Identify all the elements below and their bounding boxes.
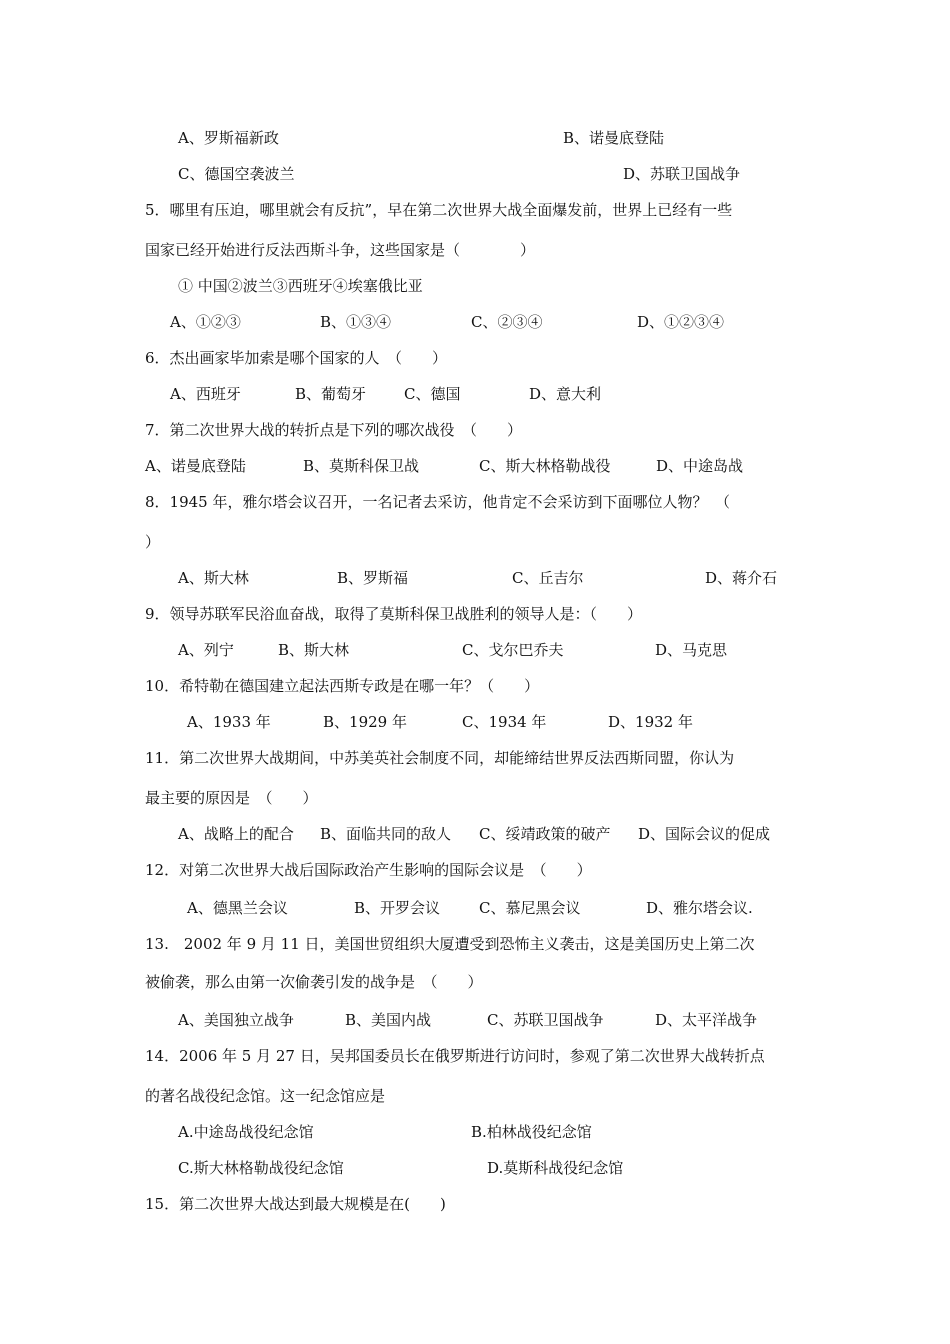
q10-option-c: C、1934 年 [462, 713, 547, 731]
q6-stem: 6．杰出画家毕加索是哪个国家的人 （ ） [145, 349, 448, 367]
q13-option-b: B、美国内战 [345, 1011, 432, 1029]
q8-option-b: B、罗斯福 [337, 569, 409, 587]
q6-option-c: C、德国 [404, 385, 461, 403]
q12-option-d: D、雅尔塔会议. [646, 899, 753, 917]
q8-stem-line2: ） [145, 533, 161, 551]
q4-option-a: A、罗斯福新政 [178, 129, 279, 147]
q11-stem-line1: 11．第二次世界大战期间，中苏美英社会制度不同，却能缔结世界反法西斯同盟，你认为 [145, 749, 735, 767]
q4-option-b: B、诺曼底登陆 [563, 129, 665, 147]
q5-option-c: C、②③④ [471, 313, 543, 331]
q7-stem: 7．第二次世界大战的转折点是下列的哪次战役 （ ） [145, 421, 523, 439]
q14-option-d: D.莫斯科战役纪念馆 [487, 1159, 624, 1177]
q6-option-b: B、葡萄牙 [295, 385, 367, 403]
q9-stem: 9．领导苏联军民浴血奋战，取得了莫斯科保卫战胜利的领导人是：（ ） [145, 605, 643, 623]
q10-stem: 10．希特勒在德国建立起法西斯专政是在哪一年？（ ） [145, 677, 540, 695]
q8-option-c: C、丘吉尔 [512, 569, 584, 587]
q5-option-d: D、①②③④ [637, 313, 725, 331]
q11-option-c: C、绥靖政策的破产 [479, 825, 611, 843]
q5-option-b: B、①③④ [320, 313, 392, 331]
q7-option-a: A、诺曼底登陆 [145, 457, 246, 475]
q13-stem-line2: 被偷袭，那么由第一次偷袭引发的战争是 （ ） [145, 973, 483, 991]
q7-option-c: C、斯大林格勒战役 [479, 457, 611, 475]
q8-option-a: A、斯大林 [178, 569, 249, 587]
q9-option-c: C、戈尔巴乔夫 [462, 641, 564, 659]
q12-stem: 12．对第二次世界大战后国际政治产生影响的国际会议是 （ ） [145, 861, 592, 879]
q11-option-a: A、战略上的配合 [178, 825, 294, 843]
q11-option-d: D、国际会议的促成 [638, 825, 771, 843]
q14-option-b: B.柏林战役纪念馆 [471, 1123, 592, 1141]
q8-option-d: D、蒋介石 [705, 569, 778, 587]
q14-option-a: A.中途岛战役纪念馆 [178, 1123, 314, 1141]
q13-option-d: D、太平洋战争 [655, 1011, 758, 1029]
q9-option-a: A、列宁 [178, 641, 234, 659]
q15-stem: 15．第二次世界大战达到最大规模是在( ) [145, 1195, 446, 1213]
q14-option-c: C.斯大林格勒战役纪念馆 [178, 1159, 344, 1177]
q14-stem-line1: 14．2006 年 5 月 27 日，吴邦国委员长在俄罗斯进行访问时，参观了第二次世界大战转折点 [145, 1047, 765, 1065]
q12-option-a: A、德黑兰会议 [187, 899, 288, 917]
q5-option-a: A、①②③ [170, 313, 241, 331]
q10-option-d: D、1932 年 [608, 713, 693, 731]
q4-option-c: C、德国空袭波兰 [178, 165, 295, 183]
q9-option-d: D、马克思 [655, 641, 728, 659]
q7-option-d: D、中途岛战 [656, 457, 744, 475]
q7-option-b: B、莫斯科保卫战 [303, 457, 420, 475]
q5-stem-line2: 国家已经开始进行反法西斯斗争，这些国家是（ ） [145, 241, 536, 259]
q4-option-d: D、苏联卫国战争 [623, 165, 741, 183]
q6-option-d: D、意大利 [529, 385, 602, 403]
q9-option-b: B、斯大林 [278, 641, 350, 659]
q11-stem-line2: 最主要的原因是 （ ） [145, 789, 318, 807]
q5-stem-line1: 5．哪里有压迫，哪里就会有反抗”，早在第二次世界大战全面爆发前，世界上已经有一些 [145, 201, 733, 219]
q12-option-b: B、开罗会议 [354, 899, 441, 917]
q12-option-c: C、慕尼黑会议 [479, 899, 581, 917]
q8-stem-line1: 8．1945 年，雅尔塔会议召开，一名记者去采访，他肯定不会采访到下面哪位人物？ （ [145, 493, 730, 511]
q6-option-a: A、西班牙 [170, 385, 241, 403]
q5-list: ① 中国②波兰③西班牙④埃塞俄比亚 [178, 277, 423, 295]
q11-option-b: B、面临共同的敌人 [320, 825, 452, 843]
q14-stem-line2: 的著名战役纪念馆。这一纪念馆应是 [145, 1087, 386, 1105]
q13-option-a: A、美国独立战争 [178, 1011, 294, 1029]
q10-option-b: B、1929 年 [323, 713, 407, 731]
q13-option-c: C、苏联卫国战争 [487, 1011, 604, 1029]
q13-stem-line1: 13. 2002 年 9 月 11 日，美国世贸组织大厦遭受到恐怖主义袭击，这是美国历史上第二次 [145, 935, 755, 953]
q10-option-a: A、1933 年 [187, 713, 271, 731]
